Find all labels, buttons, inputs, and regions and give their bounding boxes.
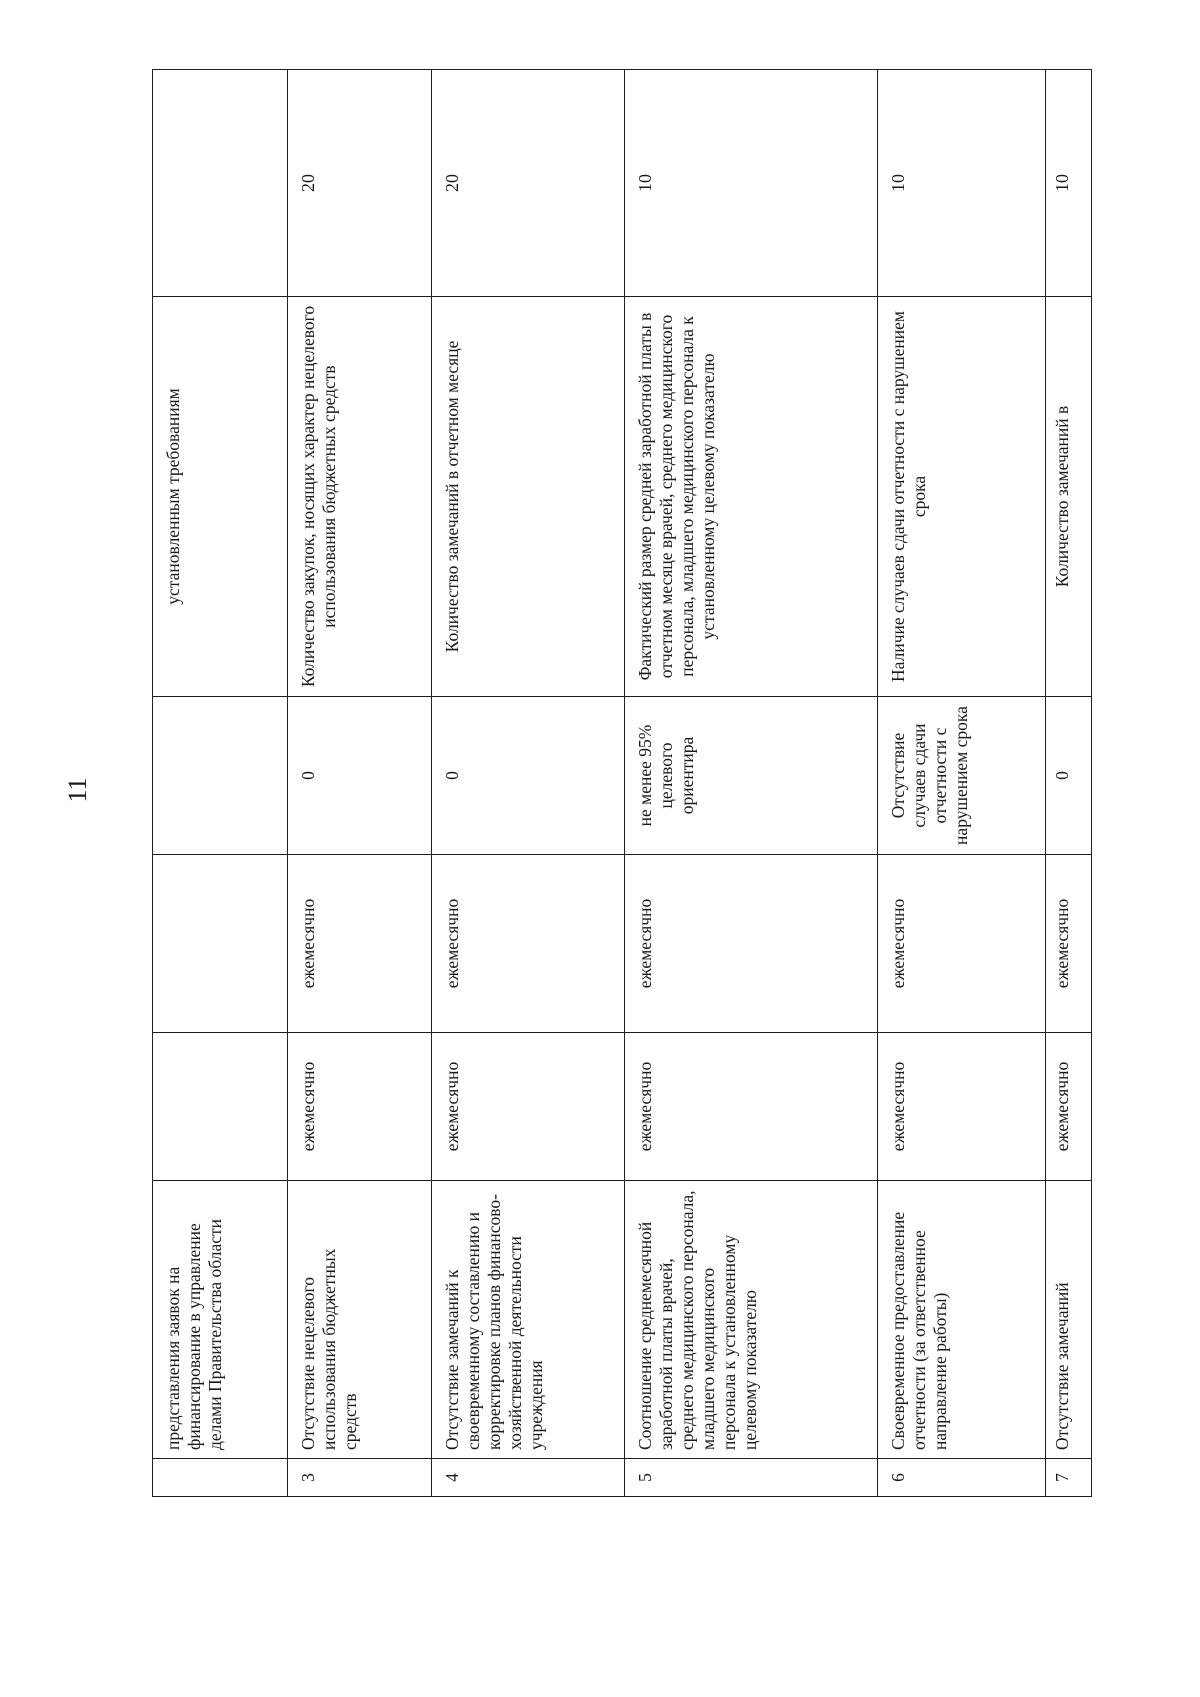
points-cell: 10: [877, 70, 1046, 297]
row-number-cell: 3: [288, 1459, 432, 1497]
row-number-cell: 7: [1046, 1459, 1092, 1497]
reporting-period-cell: ежемесячно: [625, 1033, 877, 1181]
criterion-cell: Соотношение среднемесячной заработной платы врачей, среднего медицинского персонала, младшего медицинского персонала к установленному целевому показателю: [625, 1181, 877, 1459]
frequency-cell: ежемесячно: [877, 855, 1046, 1033]
frequency-cell: ежемесячно: [1046, 855, 1092, 1033]
target-cell: Отсутствие случаев сдачи отчетности с нарушением срока: [877, 697, 1046, 855]
table-row: [288, 70, 432, 1497]
reporting-period-cell: ежемесячно: [877, 1033, 1046, 1181]
frequency-cell: ежемесячно: [625, 855, 877, 1033]
page-number: 11: [63, 777, 92, 803]
criterion-cell: представления заявок на финансирование в управление делами Правительства области: [153, 1181, 288, 1459]
reporting-period-cell: ежемесячно: [288, 1033, 432, 1181]
rotated-table-container: [152, 70, 1092, 1497]
indicator-cell: Количество замечаний в отчетном месяце: [432, 297, 625, 697]
reporting-period-cell: ежемесячно: [432, 1033, 625, 1181]
target-cell: 0: [288, 697, 432, 855]
points-cell: 10: [1046, 70, 1092, 297]
frequency-cell: [153, 855, 288, 1033]
table-row-continuation: [153, 70, 288, 1497]
points-cell: 20: [288, 70, 432, 297]
row-number-cell: 6: [877, 1459, 1046, 1497]
criterion-cell: Отсутствие замечаний к своевременному составлению и корректировке планов финансово-хозяйственной деятельности учреждения: [432, 1181, 625, 1459]
points-cell: [153, 70, 288, 297]
target-cell: 0: [1046, 697, 1092, 855]
points-cell: 20: [432, 70, 625, 297]
target-cell: 0: [432, 697, 625, 855]
row-number-cell: [153, 1459, 288, 1497]
table-row: [1046, 70, 1092, 1497]
frequency-cell: ежемесячно: [432, 855, 625, 1033]
indicator-cell: Фактический размер средней заработной платы в отчетном месяце врачей, среднего медицинского персонала, младшего медицинского персонала к установленному целевому показателю: [625, 297, 877, 697]
criterion-cell: Отсутствие замечаний: [1046, 1181, 1092, 1459]
row-number-cell: 4: [432, 1459, 625, 1497]
table-row: [877, 70, 1046, 1497]
reporting-period-cell: [153, 1033, 288, 1181]
indicator-cell: установленным требованиям: [153, 297, 288, 697]
criterion-cell: Отсутствие нецелевого использования бюджетных средств: [288, 1181, 432, 1459]
kpi-table: [152, 69, 1092, 1497]
table-row: [625, 70, 877, 1497]
indicator-cell: Количество замечаний в: [1046, 297, 1092, 697]
reporting-period-cell: ежемесячно: [1046, 1033, 1092, 1181]
indicator-cell: Наличие случаев сдачи отчетности с нарушением срока: [877, 297, 1046, 697]
row-number-cell: 5: [625, 1459, 877, 1497]
frequency-cell: ежемесячно: [288, 855, 432, 1033]
table-row: [432, 70, 625, 1497]
indicator-cell: Количество закупок, носящих характер нецелевого использования бюджетных средств: [288, 297, 432, 697]
target-cell: [153, 697, 288, 855]
target-cell: не менее 95% целевого ориентира: [625, 697, 877, 855]
points-cell: 10: [625, 70, 877, 297]
criterion-cell: Своевременное предоставление отчетности (за ответственное направление работы): [877, 1181, 1046, 1459]
